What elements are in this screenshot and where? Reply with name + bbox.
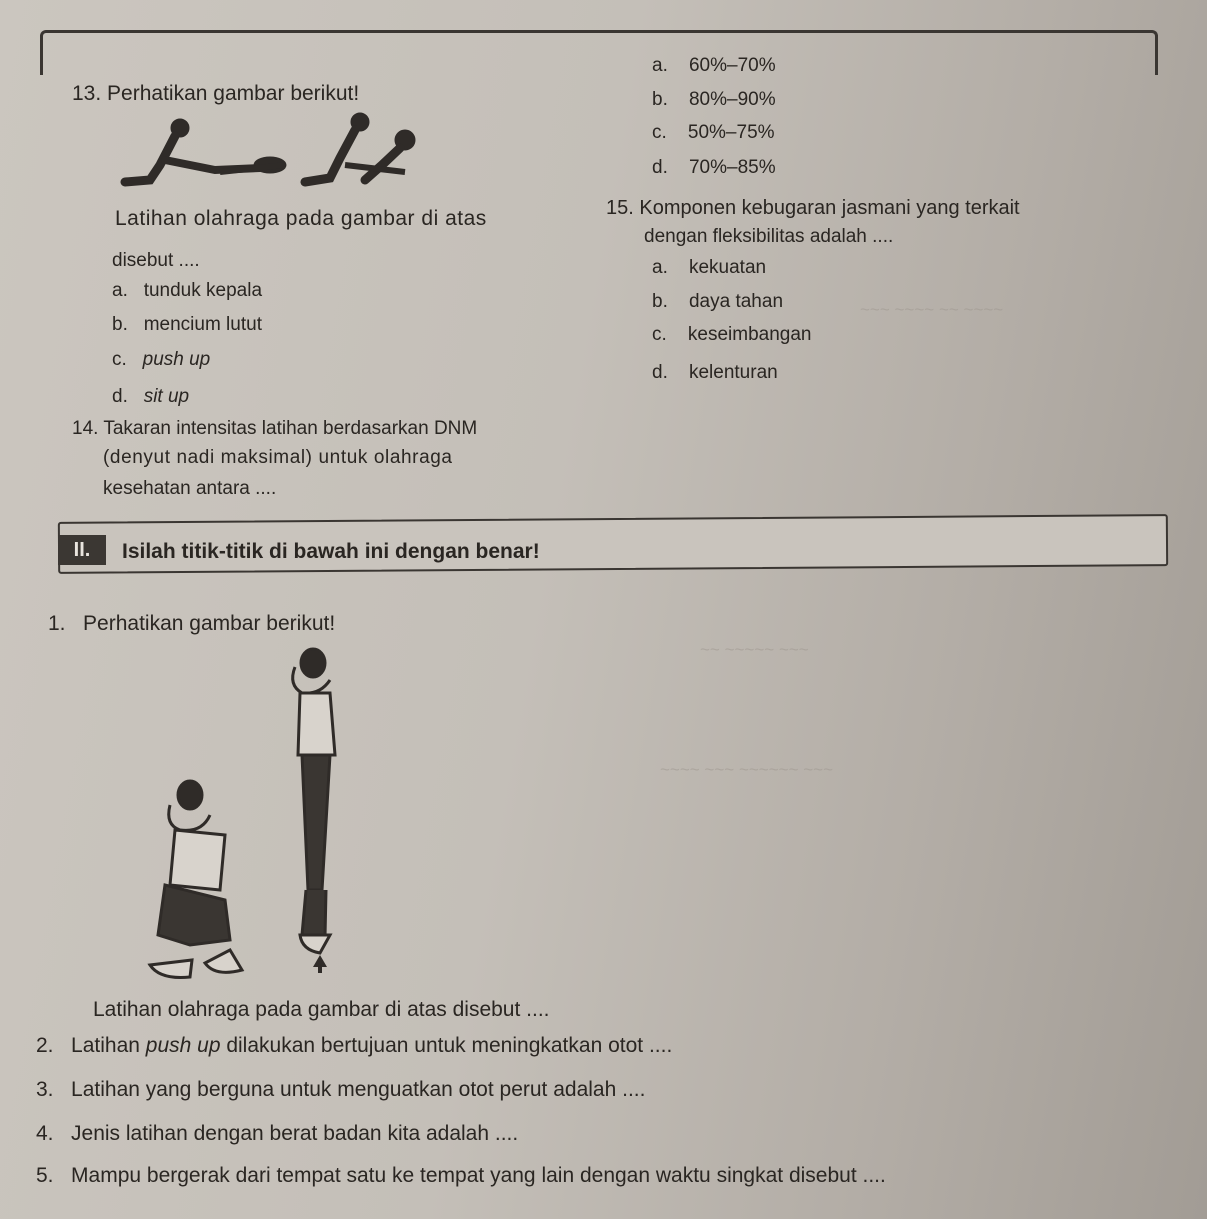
q13-illustration (120, 110, 420, 195)
q14-option-d[interactable]: d. 70%–85% (652, 157, 776, 178)
q13-prompt: Perhatikan gambar berikut! (107, 82, 360, 105)
q14-line2: (denyut nadi maksimal) untuk olahraga (103, 447, 453, 468)
bleed-through-text: ~~~~ ~~~ ~~~~~~ ~~~ (660, 760, 834, 779)
q15-option-d[interactable]: d. kelenturan (652, 362, 778, 383)
essay-1-question: Latihan olahraga pada gambar di atas disebut .... (93, 998, 550, 1021)
bleed-through-text: ~~~ ~~~~ ~~ ~~~~ (860, 300, 1004, 319)
q13-heading (72, 82, 359, 106)
up-arrow-icon (313, 955, 327, 973)
bleed-through-text: ~~ ~~~~~ ~~~ (700, 640, 809, 659)
q14-number: 14. (72, 418, 99, 439)
page-frame-top (40, 30, 1158, 75)
essay-3: 3. Latihan yang berguna untuk menguatkan otot perut adalah .... (36, 1078, 646, 1101)
squat-jump-illustration (130, 645, 360, 990)
q15-number: 15. (606, 197, 634, 219)
q13-option-c[interactable]: c. push up (112, 349, 211, 370)
q14-line1: 14. Takaran intensitas latihan berdasarkan DNM (72, 418, 478, 439)
q14-option-c[interactable]: c. 50%–75% (652, 122, 775, 143)
q15-option-a[interactable]: a. kekuatan (652, 257, 767, 278)
essay-4: 4. Jenis latihan dengan berat badan kita adalah .... (36, 1122, 519, 1145)
standing-figure (293, 649, 335, 953)
q15-option-c[interactable]: c. keseimbangan (652, 324, 812, 345)
q14-line3: kesehatan antara .... (103, 478, 277, 499)
q13-option-a[interactable]: a. tunduk kepala (112, 280, 263, 301)
q13-stem-line1: Latihan olahraga pada gambar di atas (115, 207, 487, 230)
q15-line2: dengan fleksibilitas adalah .... (644, 226, 894, 247)
q13-number: 13. (72, 82, 102, 105)
q14-option-b[interactable]: b. 80%–90% (652, 89, 776, 110)
q15-line1: 15. Komponen kebugaran jasmani yang terkait (606, 197, 1020, 219)
section-heading: Isilah titik-titik di bawah ini dengan benar! (122, 540, 540, 563)
essay-2: 2. Latihan push up dilakukan bertujuan untuk meningkatkan otot .... (36, 1034, 673, 1057)
partner-pair-figure (125, 119, 286, 182)
q13-option-d[interactable]: d. sit up (112, 386, 190, 407)
essay-1: 1. Perhatikan gambar berikut! (48, 612, 336, 635)
essay-5: 5. Mampu bergerak dari tempat satu ke tempat yang lain dengan waktu singkat disebut .... (36, 1164, 886, 1187)
section-numeral: II. (58, 535, 106, 565)
q13-option-b[interactable]: b. mencium lutut (112, 314, 262, 335)
q13-stem-line2: disebut .... (112, 250, 200, 271)
q14-option-a[interactable]: a. 60%–70% (652, 55, 776, 76)
partner-pair-figure-2 (305, 113, 415, 182)
q15-option-b[interactable]: b. daya tahan (652, 291, 784, 312)
squatting-figure (150, 781, 242, 978)
